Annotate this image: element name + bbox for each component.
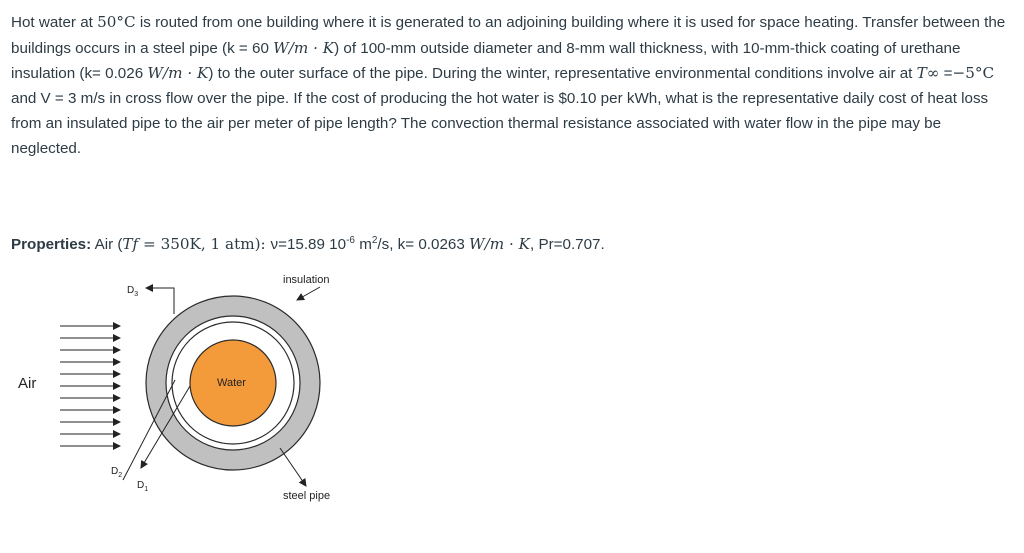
problem-text-5: = bbox=[939, 65, 953, 83]
d2-label: $D_2$ bbox=[111, 466, 123, 479]
water-label: Water bbox=[217, 377, 246, 389]
insulation-label: insulation bbox=[283, 274, 330, 286]
air-temperature: −5°C bbox=[952, 64, 995, 83]
viscosity-exponent: -6 bbox=[346, 234, 355, 246]
problem-statement bbox=[11, 10, 1011, 161]
air-conductivity-unit: W/m · K bbox=[469, 235, 530, 253]
film-temperature-symbol: Tf bbox=[122, 235, 139, 253]
viscosity-value: ν=15.89 10 bbox=[270, 236, 347, 253]
t-infinity-symbol: T∞ bbox=[916, 64, 940, 83]
steel-conductivity-unit: W/m · K bbox=[273, 38, 335, 57]
properties-line bbox=[11, 232, 605, 257]
insulation-conductivity-unit: W/m · K bbox=[147, 64, 209, 83]
problem-text-3: ) of 100-mm outside diameter and 8-mm wall thickness, with 10-mm-thick coating of urethane insulation (k= 0.026 bbox=[11, 39, 961, 83]
properties-text-2: = 350K, 1 atm): bbox=[138, 235, 271, 253]
insulation-leader bbox=[297, 287, 320, 300]
air-flow-arrows bbox=[60, 326, 120, 446]
properties-text-1: Air ( bbox=[91, 236, 123, 253]
hot-water-temperature: 50°C bbox=[97, 13, 136, 31]
properties-label: Properties: bbox=[11, 236, 92, 253]
d1-label: $D_1$ bbox=[137, 480, 149, 493]
problem-text-2: is routed from one building where it is generated to an adjoining building where it is used for space heating. Transfer between the buildings occurs in a steel pipe (k = 60 bbox=[11, 14, 1006, 57]
properties-text-3: /s, k= 0.0263 bbox=[377, 236, 470, 253]
steel-pipe-label: steel pipe bbox=[283, 490, 331, 502]
pipe-cross-section-diagram bbox=[0, 262, 400, 522]
air-label: Air bbox=[18, 375, 37, 392]
problem-text-1: Hot water at bbox=[11, 14, 98, 31]
d3-leader bbox=[146, 288, 174, 314]
viscosity-unit-exponent: 2 bbox=[371, 234, 378, 246]
problem-text-4: ) to the outer surface of the pipe. During the winter, representative environmental conditions involve air at bbox=[208, 65, 917, 83]
prandtl-number: , Pr=0.707. bbox=[530, 236, 605, 253]
d3-label: $D_3$ bbox=[127, 285, 139, 298]
viscosity-unit: m bbox=[354, 236, 372, 253]
problem-text-6: and V = 3 m/s in cross flow over the pipe. If the cost of producing the hot water is $0.10 per kWh, what is the representative daily cost of heat loss from an insulated pipe to the air per meter of pipe length? The convection thermal resistance associated with water flow in the pipe may be neglected. bbox=[11, 90, 989, 157]
steel-pipe-leader bbox=[280, 448, 306, 486]
